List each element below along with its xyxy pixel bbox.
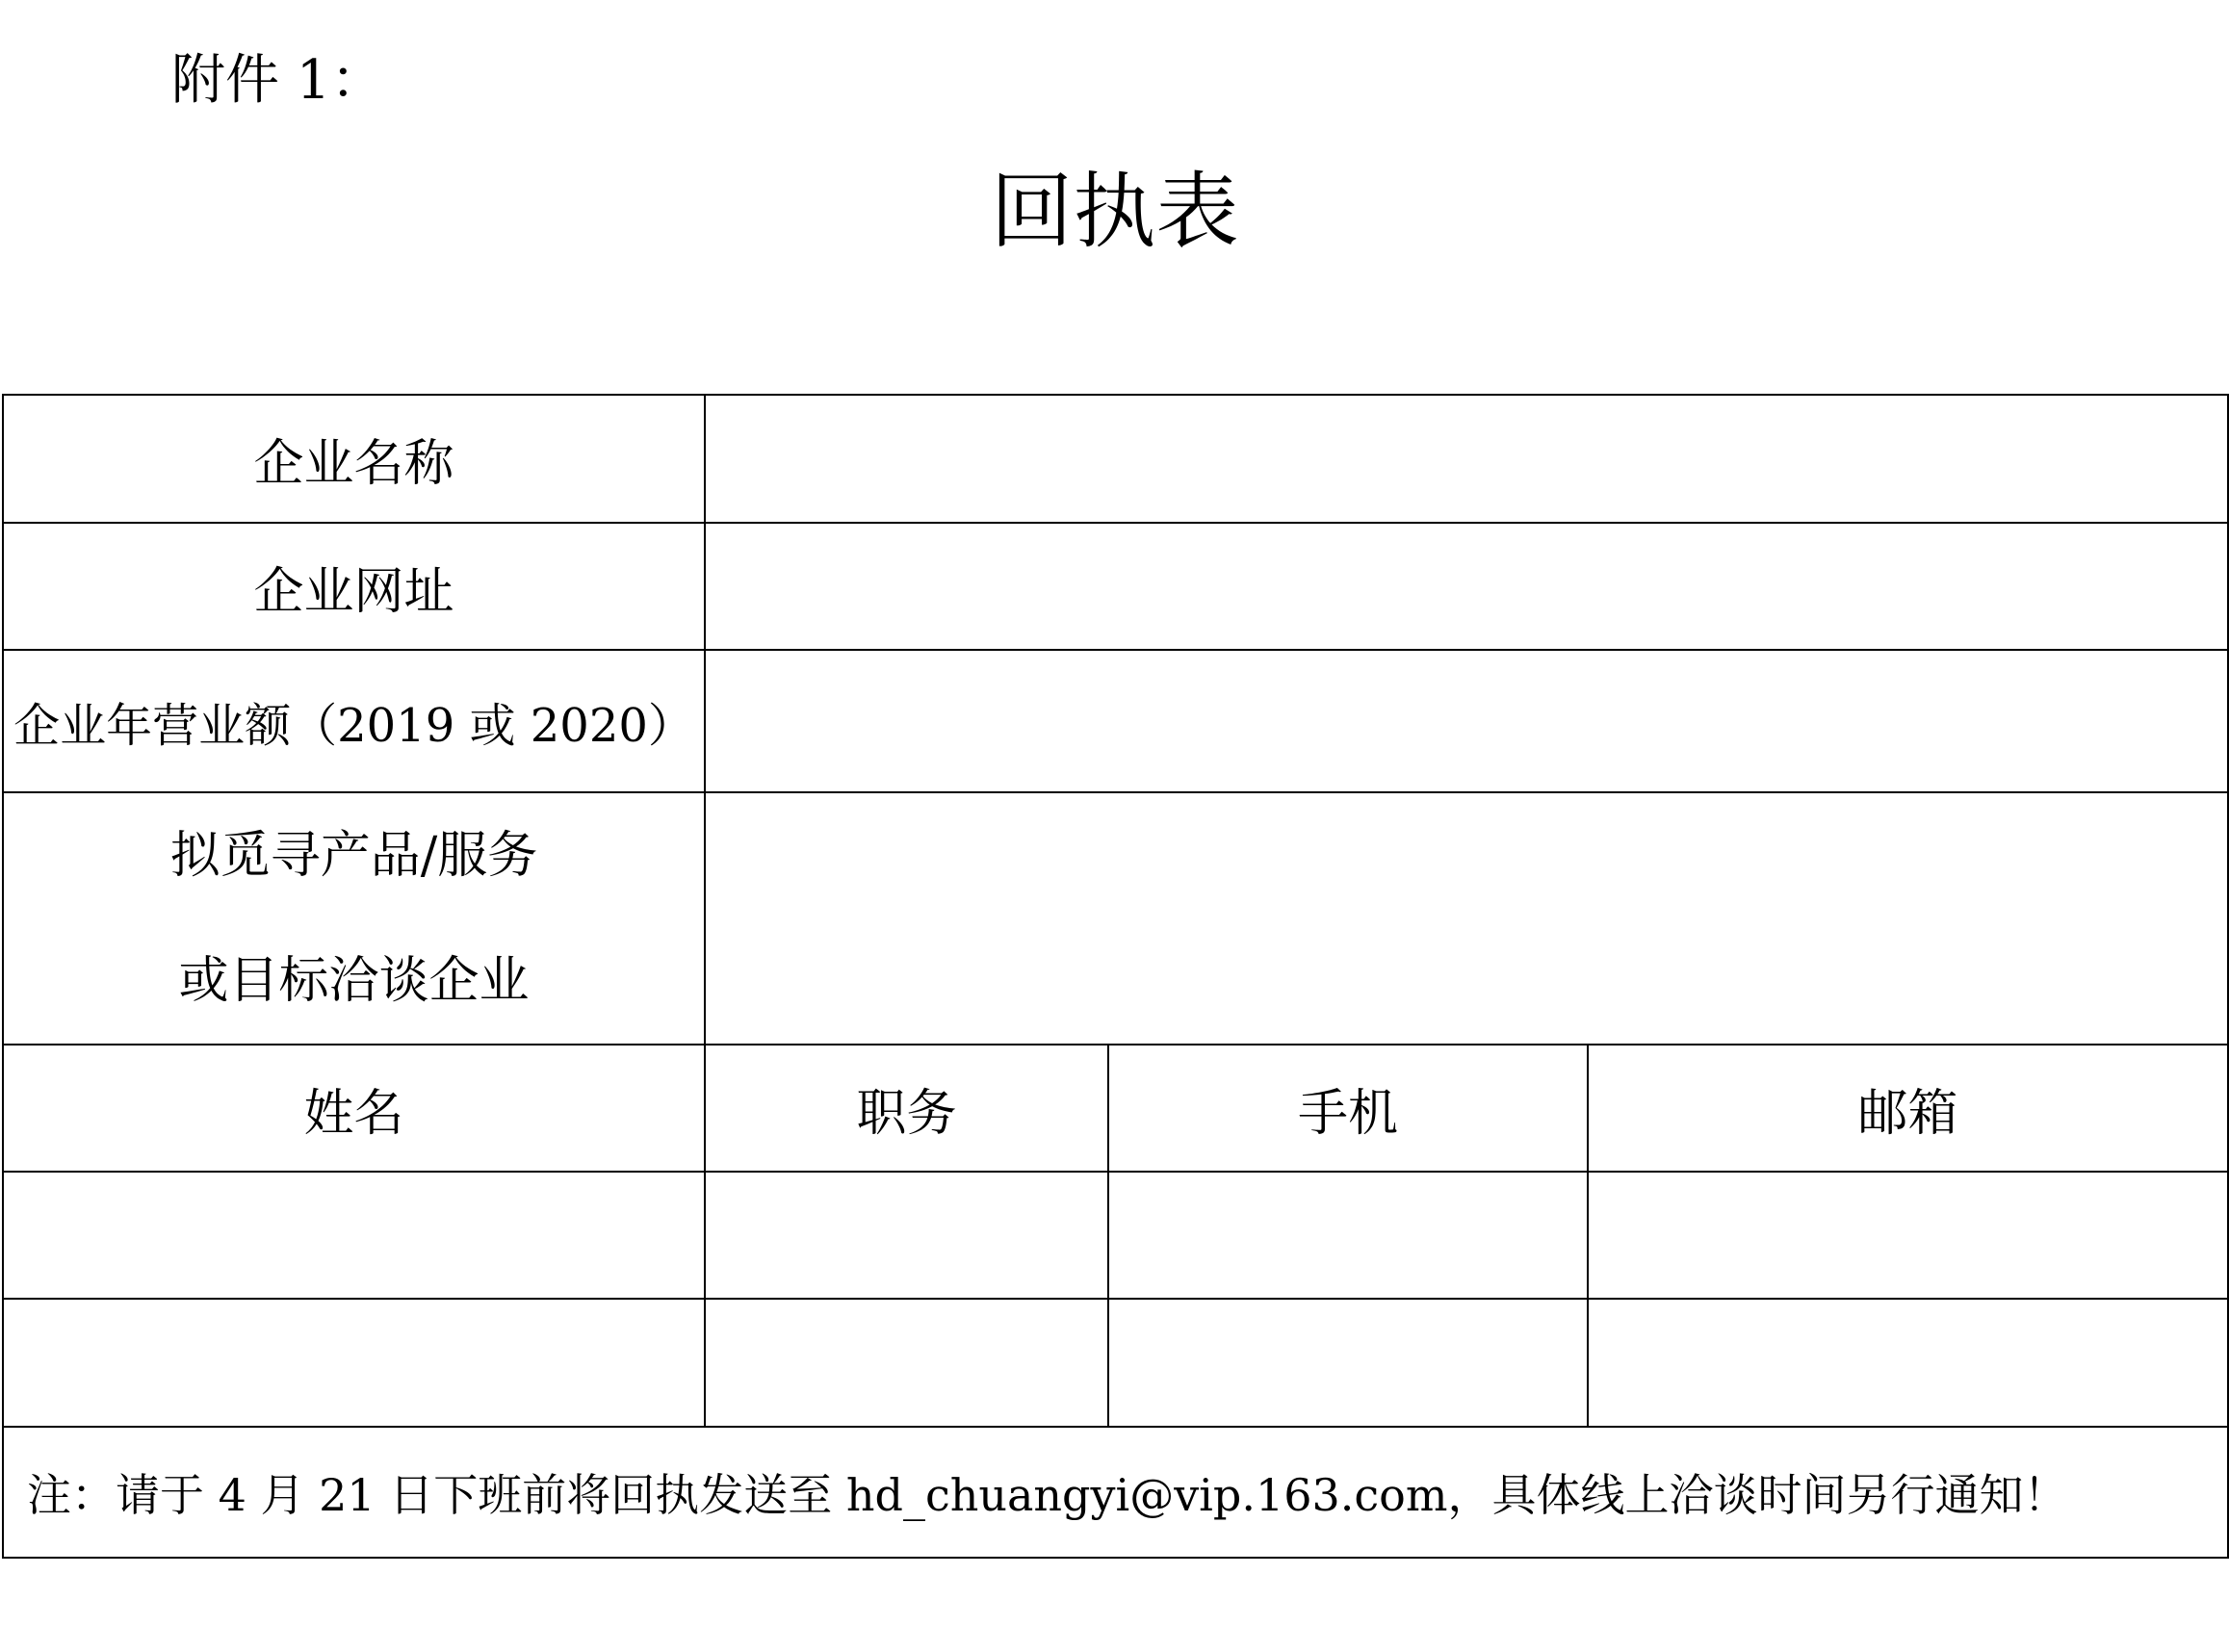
email-field[interactable] [1588, 1299, 2228, 1427]
company-name-row [3, 395, 2228, 523]
company-name-label: 企业名称 [3, 395, 705, 523]
target-label [3, 792, 705, 1045]
table-row [3, 1172, 2228, 1299]
name-field[interactable] [3, 1172, 705, 1299]
header-name: 姓名 [3, 1045, 705, 1172]
annual-revenue-field[interactable] [705, 650, 2228, 792]
position-field[interactable] [705, 1172, 1108, 1299]
mobile-field[interactable] [1108, 1172, 1588, 1299]
reply-form-table [2, 394, 2229, 1559]
page-title: 回执表 [990, 164, 1239, 260]
note-row [3, 1427, 2228, 1558]
target-field[interactable] [705, 792, 2228, 1045]
mobile-field[interactable] [1108, 1299, 1588, 1427]
annual-revenue-row [3, 650, 2228, 792]
position-field[interactable] [705, 1299, 1108, 1427]
contact-header-row [3, 1045, 2228, 1172]
company-website-label: 企业网址 [3, 523, 705, 650]
company-website-row [3, 523, 2228, 650]
header-position: 职务 [705, 1045, 1108, 1172]
name-field[interactable] [3, 1299, 705, 1427]
table-row [3, 1299, 2228, 1427]
target-label-line1: 拟觅寻产品/服务 [169, 827, 538, 885]
attachment-label: 附件 1： [171, 49, 385, 112]
target-row [3, 792, 2228, 1045]
note-text: 注：请于 4 月 21 日下班前将回执发送至 hd_chuangyi@vip.163.com，具体线上洽谈时间另行通知！ [3, 1427, 2228, 1558]
company-website-field[interactable] [705, 523, 2228, 650]
email-field[interactable] [1588, 1172, 2228, 1299]
annual-revenue-label: 企业年营业额（2019 或 2020） [3, 650, 705, 792]
header-mobile: 手机 [1108, 1045, 1588, 1172]
target-label-line2: 或目标洽谈企业 [178, 952, 530, 1010]
header-email: 邮箱 [1588, 1045, 2228, 1172]
company-name-field[interactable] [705, 395, 2228, 523]
